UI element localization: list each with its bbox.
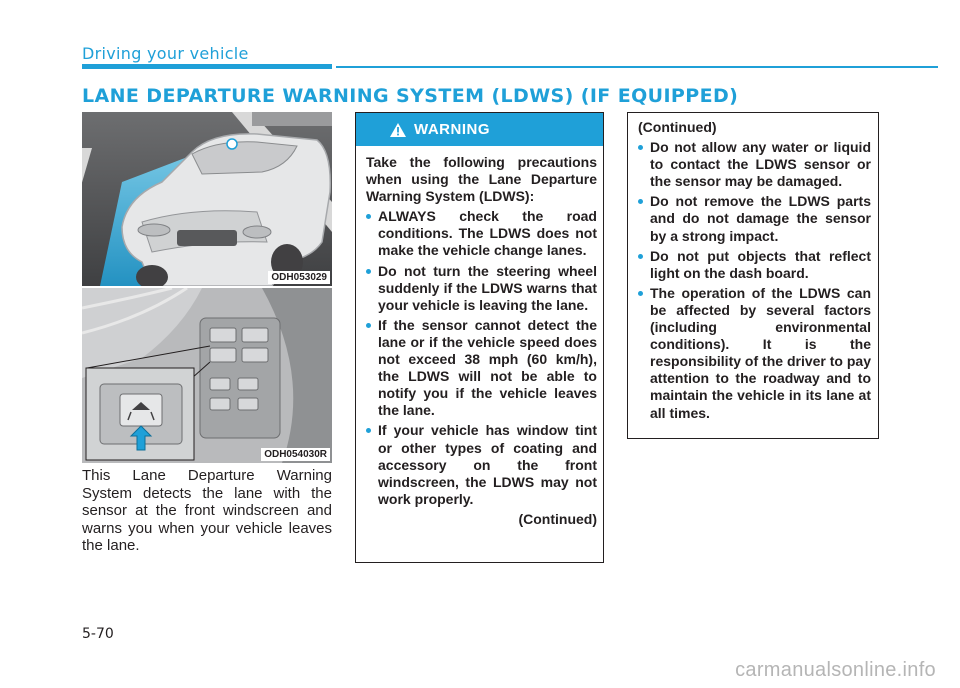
warning-header bbox=[356, 113, 603, 146]
page-title: LANE DEPARTURE WARNING SYSTEM (LDWS) (IF EQUIPPED) bbox=[82, 85, 739, 107]
continued-item: Do not allow any water or liquid to contact the LDWS sensor or the sensor may be damaged. bbox=[638, 139, 871, 190]
watermark[interactable]: carmanualsonline.info bbox=[735, 659, 936, 681]
continued-box bbox=[627, 112, 879, 439]
figure-ldws-switch bbox=[82, 288, 332, 463]
warning-body bbox=[356, 146, 603, 528]
switch-panel-illustration bbox=[82, 288, 332, 463]
continued-list bbox=[638, 139, 871, 422]
figure-car-lane-sensor bbox=[82, 112, 332, 286]
continued-item: Do not remove the LDWS parts and do not damage the sensor by a strong impact. bbox=[638, 193, 871, 244]
warning-heading: WARNING bbox=[414, 121, 490, 138]
warning-list bbox=[366, 208, 597, 508]
warning-triangle-icon bbox=[390, 123, 406, 137]
warning-item: If your vehicle has window tint or other types of coating and accessory on the front windscreen, the LDWS may not work properly. bbox=[366, 422, 597, 507]
body-paragraph: This Lane Departure Warning System detects the lane with the sensor at the front windscreen and warns you when your vehicle leaves the lane. bbox=[82, 467, 332, 554]
car-sensor-illustration bbox=[82, 112, 332, 286]
header-rule-thin bbox=[336, 66, 938, 68]
figure-code: ODH054030R bbox=[261, 448, 330, 461]
figure-code: ODH053029 bbox=[268, 271, 330, 284]
warning-intro: Take the following precautions when using the Lane Departure Warning System (LDWS): bbox=[366, 154, 597, 205]
header-rule-thick bbox=[82, 64, 332, 69]
warning-continued: (Continued) bbox=[518, 510, 597, 527]
warning-item: ALWAYS check the road conditions. The LDWS does not make the vehicle change lanes. bbox=[366, 208, 597, 259]
continued-item: Do not put objects that reflect light on the dash board. bbox=[638, 248, 871, 282]
continued-item: The operation of the LDWS can be affected by several factors (including environmental conditions). It is the responsibility of the driver to pay attention to the roadway and to maintain the vehicle in its lane at all times. bbox=[638, 285, 871, 422]
section-label: Driving your vehicle bbox=[82, 44, 249, 63]
continued-title: (Continued) bbox=[638, 119, 717, 135]
warning-item: Do not turn the steering wheel suddenly if the LDWS warns that your vehicle is leaving the lane. bbox=[366, 263, 597, 314]
warning-item: If the sensor cannot detect the lane or if the vehicle speed does not exceed 38 mph (60 km/h), the LDWS will not be able to notify you if the vehicle leaves the lane. bbox=[366, 317, 597, 420]
warning-box bbox=[355, 112, 604, 563]
page-number: 5-70 bbox=[82, 626, 114, 642]
